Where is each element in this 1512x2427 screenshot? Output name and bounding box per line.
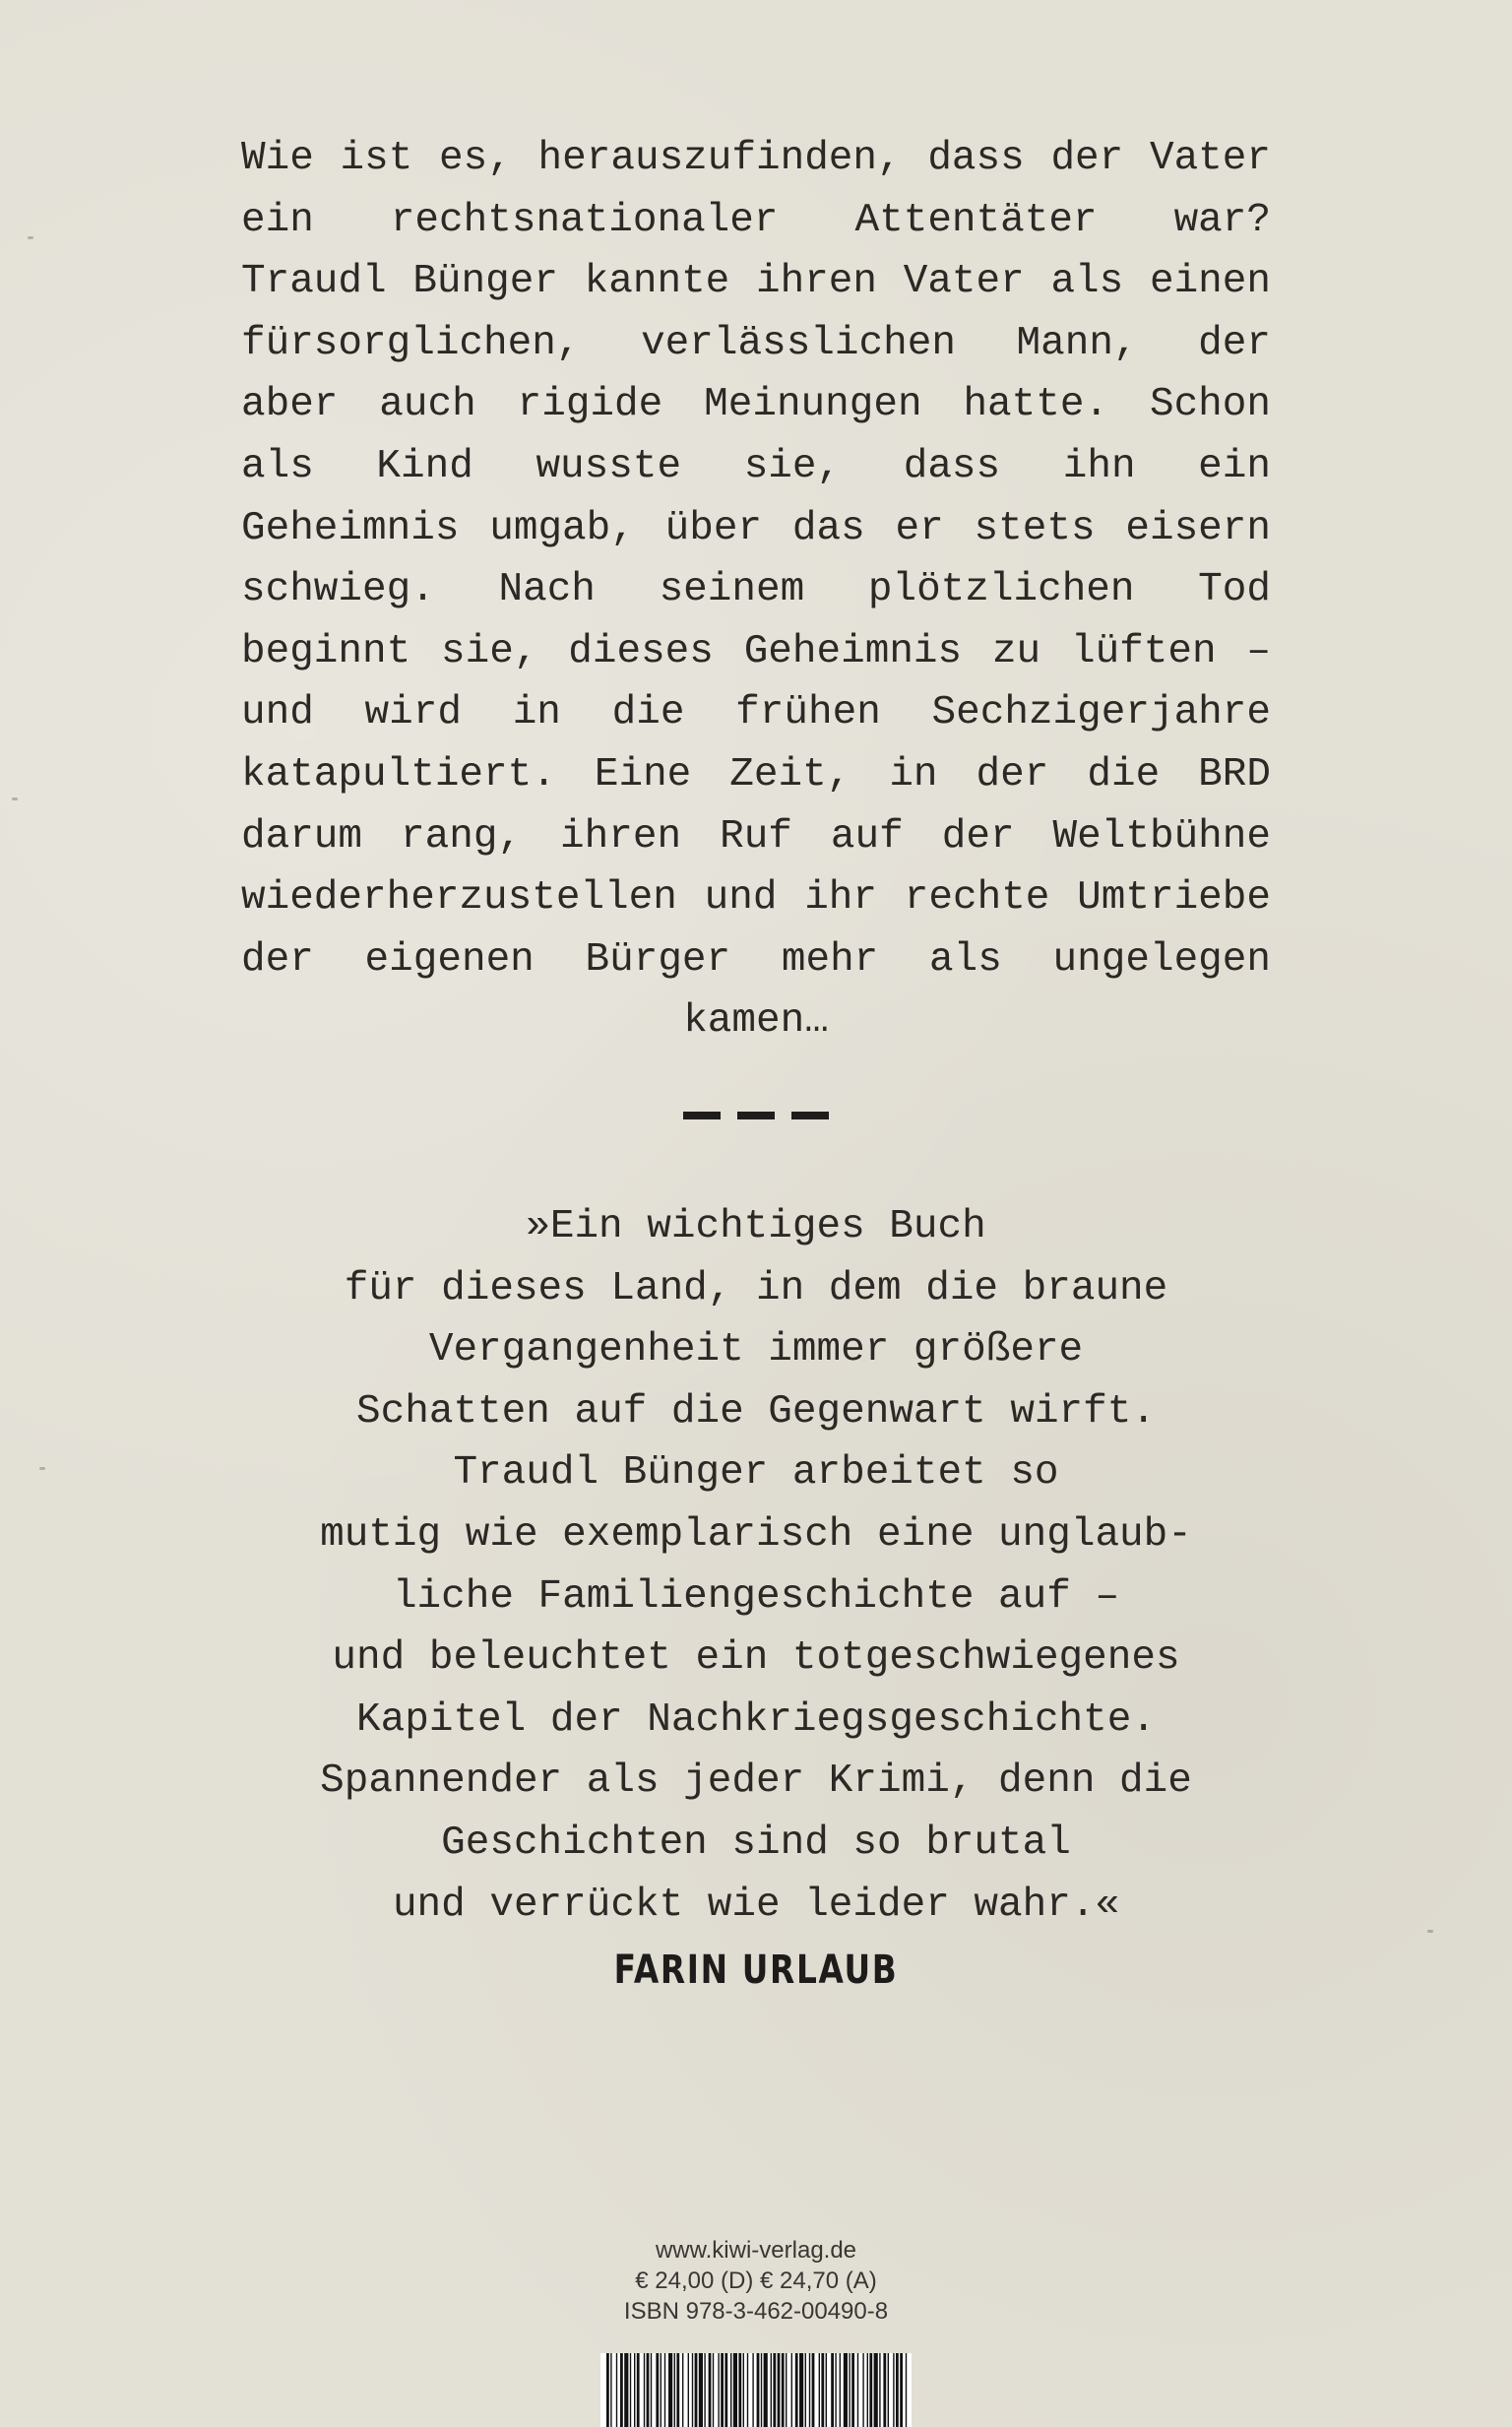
barcode-bar (757, 2353, 760, 2427)
quote-line: Schatten auf die Gegenwart wirft. (356, 1388, 1156, 1435)
barcode-bar (709, 2353, 712, 2427)
publisher-website: www.kiwi-verlag.de (655, 2237, 857, 2264)
barcode-bar (610, 2353, 611, 2427)
barcode-bar (888, 2353, 889, 2427)
barcode-bar (869, 2353, 872, 2427)
barcode-bar (835, 2353, 836, 2427)
barcode-bar (634, 2353, 635, 2427)
barcode-bar (819, 2353, 820, 2427)
barcode-bar (812, 2353, 815, 2427)
quote-line: Spannender als jeder Krimi, denn die (320, 1758, 1192, 1805)
barcode-bar (704, 2353, 705, 2427)
quote-line: Traudl Bünger arbeitet so (453, 1450, 1059, 1497)
barcode-bar (893, 2353, 894, 2427)
barcode-bar (874, 2353, 878, 2427)
barcode-bar (656, 2353, 659, 2427)
quote-line: Geschichten sind so brutal (441, 1820, 1071, 1866)
barcode-bar (661, 2353, 662, 2427)
quote-author: FARIN URLAUB (613, 1948, 899, 1993)
endorsement-quote (215, 1196, 1297, 1936)
barcode-bar (906, 2353, 907, 2427)
barcode-bar (879, 2353, 880, 2427)
paper-speck (39, 1467, 45, 1470)
blurb-text: Wie ist es, herauszufinden, dass der Vater ein rechtsnationaler Attentäter war? Traudl Bünger kannte ihren Vater als einen fürsorglichen, verlässlichen Mann, der aber auch rigide Meinungen hatte. Schon als Kind wusste sie, dass ihn ein Geheimnis umgab, über das er stets eisern schwieg. Nach seinem plötzlichen Tod beginnt sie, dieses Geheimnis zu lüften – und wird in die frühen Sechzigerjahre katapultiert. Eine Zeit, in der die BRD darum rang, ihren Ruf auf der Weltbühne wiederherzustellen und ihr rechte Umtriebe der eigenen Bürger mehr als ungelegen kamen… (241, 136, 1271, 1045)
quote-line: »Ein wichtiges Buch (526, 1204, 986, 1249)
paper-speck (1427, 1930, 1433, 1933)
barcode-bar (809, 2353, 810, 2427)
section-divider (683, 1112, 829, 1119)
barcode-bar (644, 2353, 645, 2427)
quote-line: und beleuchtet ein totgeschwiegenes (332, 1635, 1180, 1682)
barcode-bar (849, 2353, 850, 2427)
quote-line: für dieses Land, in dem die braune (344, 1265, 1168, 1311)
paper-speck (28, 236, 33, 239)
barcode-bar (795, 2353, 798, 2427)
barcode-bar (730, 2353, 731, 2427)
barcode-bar (718, 2353, 719, 2427)
divider-dash (737, 1112, 775, 1119)
barcode-bar (616, 2353, 617, 2427)
barcode-bar (851, 2353, 854, 2427)
barcode-bar (699, 2353, 703, 2427)
publisher-imprint (0, 2235, 1512, 2327)
quote-line: Vergangenheit immer größere (428, 1327, 1084, 1373)
barcode-bar (821, 2353, 824, 2427)
barcode-bar (747, 2353, 748, 2427)
barcode-bar (764, 2353, 768, 2427)
barcode-bar (606, 2353, 609, 2427)
quote-line: Kapitel der Nachkriegsgeschichte. (356, 1696, 1156, 1743)
barcode-bar (900, 2353, 903, 2427)
barcode-bar (840, 2353, 841, 2427)
paper-speck (12, 798, 18, 800)
barcode-bar (773, 2353, 776, 2427)
barcode-bar (831, 2353, 834, 2427)
barcode-bar (857, 2353, 858, 2427)
barcode-bar (637, 2353, 640, 2427)
barcode-bar (844, 2353, 848, 2427)
barcode-bar (799, 2353, 803, 2427)
barcode-bar (620, 2353, 623, 2427)
barcode-bar (713, 2353, 714, 2427)
barcode-bar (826, 2353, 827, 2427)
barcode-bar (778, 2353, 781, 2427)
barcode-bar (630, 2353, 631, 2427)
barcode (600, 2353, 912, 2427)
barcode-bar (771, 2353, 772, 2427)
barcode-bar (682, 2353, 683, 2427)
barcode-bar (805, 2353, 806, 2427)
barcode-bar (721, 2353, 724, 2427)
quote-line: liche Familiengeschichte auf – (392, 1573, 1120, 1620)
barcode-bar (674, 2353, 675, 2427)
barcode-bar (651, 2353, 652, 2427)
barcode-bar (724, 2353, 727, 2427)
price-line: € 24,00 (D) € 24,70 (A) (635, 2267, 877, 2294)
barcode-bar (752, 2353, 753, 2427)
divider-dash (791, 1112, 829, 1119)
barcode-bar (782, 2353, 785, 2427)
barcode-bar (867, 2353, 868, 2427)
barcode-bar (743, 2353, 744, 2427)
barcode-bar (624, 2353, 628, 2427)
barcode-bar (738, 2353, 741, 2427)
barcode-bar (733, 2353, 737, 2427)
barcode-bar (668, 2353, 672, 2427)
barcode-bar (791, 2353, 792, 2427)
quote-line: und verrückt wie leider wahr.« (392, 1882, 1120, 1928)
barcode-bar (695, 2353, 698, 2427)
barcode-bar (883, 2353, 886, 2427)
quote-line: mutig wie exemplarisch eine unglaub- (320, 1511, 1192, 1558)
barcode-bar (862, 2353, 863, 2427)
barcode-bar (647, 2353, 650, 2427)
barcode-bar (692, 2353, 693, 2427)
barcode-bar (688, 2353, 689, 2427)
barcode-bar (676, 2353, 679, 2427)
barcode-icon (600, 2353, 912, 2427)
barcode-bar (761, 2353, 762, 2427)
divider-dash (683, 1112, 721, 1119)
barcode-bar (896, 2353, 899, 2427)
barcode-bar (786, 2353, 787, 2427)
barcode-bar (664, 2353, 665, 2427)
isbn-line: ISBN 978-3-462-00490-8 (623, 2298, 889, 2325)
